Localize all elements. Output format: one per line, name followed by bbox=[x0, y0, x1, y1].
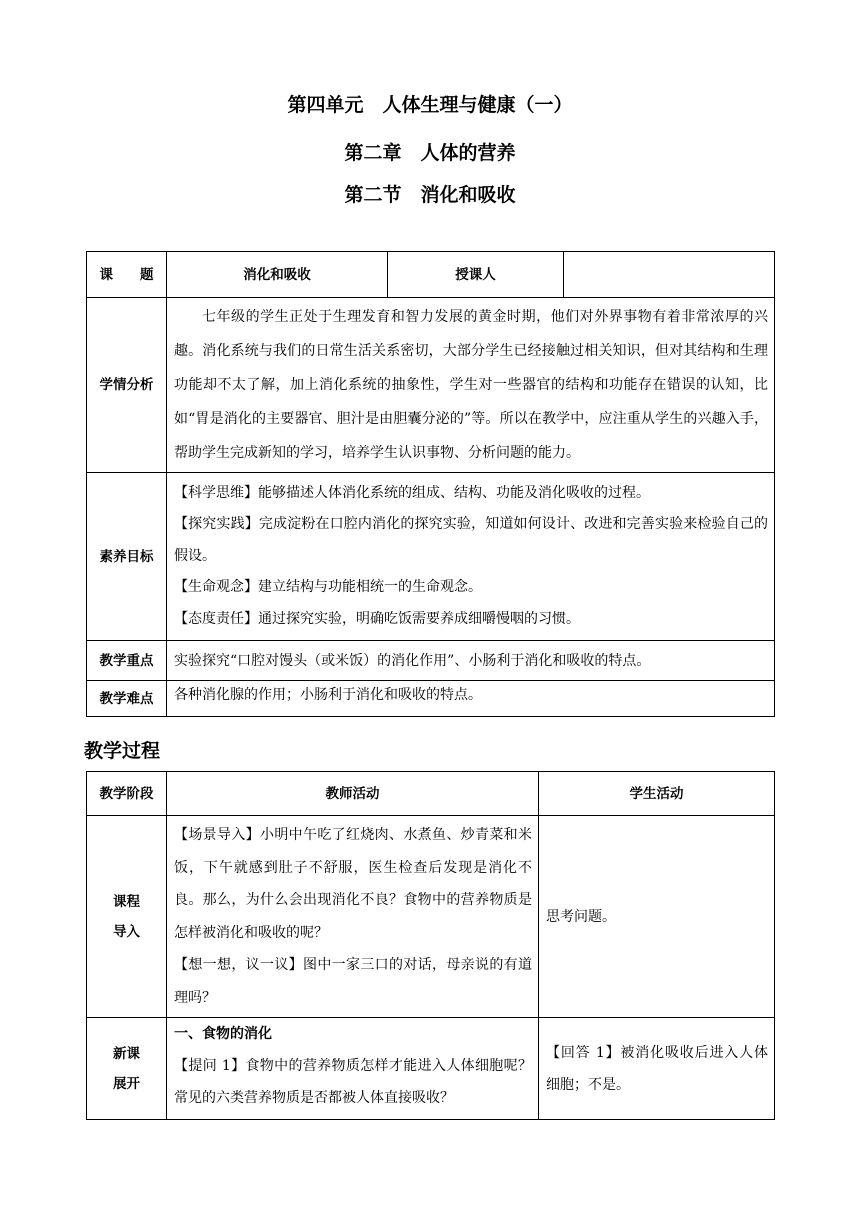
analysis-label: 学情分析 bbox=[87, 298, 167, 473]
intro-teacher-activity bbox=[167, 816, 539, 1018]
analysis-cell bbox=[167, 298, 775, 473]
new-stage-line1: 新课 bbox=[113, 1045, 140, 1062]
chapter-title: 第二章 人体的营养 bbox=[344, 142, 516, 164]
key-points-text: 实验探究“口腔对馒头（或米饭）的消化作用”、小肠利于消化和吸收的特点。 bbox=[167, 641, 775, 681]
topic-value: 消化和吸收 bbox=[167, 252, 388, 298]
analysis-text: 七年级的学生正处于生理发育和智力发展的黄金时期，他们对外界事物有着非常浓厚的兴趣。消化系统与我们的日常生活关系密切，大部分学生已经接触过相关知识，但对其结构和生理功能却不太了解，加上消化系统的抽象性，学生对一些器官的结构和功能存在错误的认知，比如“胃是消化的主要器官、胆汁是由胆囊分泌的”等。所以在教学中，应注重从学生的兴趣入手，帮助学生完成新知的学习，培养学生认识事物、分析问题的能力。 bbox=[174, 309, 768, 461]
key-points-label: 教学重点 bbox=[87, 641, 167, 681]
goal-item: 【生命观念】建立结构与功能相统一的生命观念。 bbox=[174, 579, 482, 596]
new-teacher-activity bbox=[167, 1018, 539, 1120]
new-student-activity: 【回答 1】被消化吸收后进入人体细胞；不是。 bbox=[539, 1018, 775, 1120]
section-title: 第二节 消化和吸收 bbox=[344, 184, 516, 206]
goals-cell bbox=[167, 473, 775, 641]
intro-discuss-text: 【想一想，议一议】图中一家三口的对话，母亲说的有道理吗？ bbox=[174, 957, 532, 1006]
teacher-label: 授课人 bbox=[388, 252, 564, 298]
process-heading: 教学过程 bbox=[84, 740, 161, 762]
teaching-process-table bbox=[86, 771, 775, 1120]
unit-title: 第四单元 人体生理与健康（一） bbox=[287, 94, 573, 116]
difficulty-text: 各种消化腺的作用；小肠利于消化和吸收的特点。 bbox=[167, 681, 775, 717]
intro-stage-line1: 课程 bbox=[113, 893, 140, 910]
goal-item: 【探究实践】完成淀粉在口腔内消化的探究实验，知道如何设计、改进和完善实验来检验自己的假设。 bbox=[174, 516, 768, 564]
goal-item: 【态度责任】通过探究实验，明确吃饭需要养成细嚼慢咽的习惯。 bbox=[174, 610, 580, 627]
intro-stage-line2: 导入 bbox=[113, 923, 140, 940]
topic-label: 课 题 bbox=[87, 252, 167, 298]
intro-stage bbox=[87, 816, 167, 1018]
difficulty-label: 教学难点 bbox=[87, 681, 167, 717]
question-1-text: 【提问 1】食物中的营养物质怎样才能进入人体细胞呢？常见的六类营养物质是否都被人体直接吸收？ bbox=[174, 1058, 532, 1106]
goals-label: 素养目标 bbox=[87, 473, 167, 641]
intro-student-activity: 思考问题。 bbox=[539, 816, 775, 1018]
food-digestion-heading: 一、食物的消化 bbox=[174, 1026, 272, 1042]
new-lesson-stage bbox=[87, 1018, 167, 1120]
teacher-activity-header: 教师活动 bbox=[167, 772, 539, 816]
student-activity-header: 学生活动 bbox=[539, 772, 775, 816]
new-stage-line2: 展开 bbox=[113, 1075, 140, 1092]
goal-item: 【科学思维】能够描述人体消化系统的组成、结构、功能及消化吸收的过程。 bbox=[174, 484, 650, 501]
teacher-value bbox=[564, 252, 775, 298]
lesson-info-table bbox=[86, 251, 775, 717]
intro-scene-text: 【场景导入】小明中午吃了红烧肉、水煮鱼、炒青菜和米饭，下午就感到肚子不舒服，医生检查后发现是消化不良。那么，为什么会出现消化不良？食物中的营养物质是怎样被消化和吸收的呢？ bbox=[174, 827, 532, 941]
stage-header: 教学阶段 bbox=[87, 772, 167, 816]
